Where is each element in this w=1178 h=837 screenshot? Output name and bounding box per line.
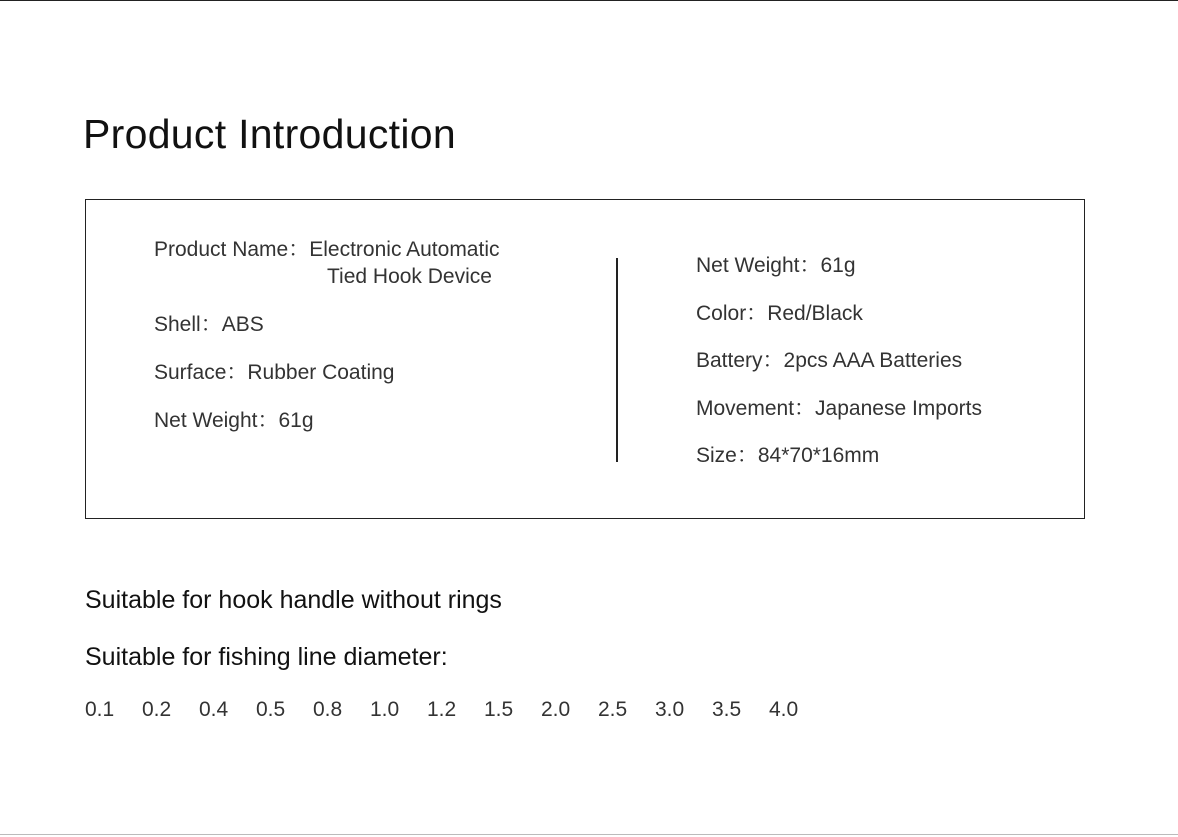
- spec-row-size: [696, 442, 982, 469]
- diameter-value: 0.8: [313, 698, 343, 721]
- page-title: Product Introduction: [83, 111, 456, 157]
- spec-value: Rubber Coating: [247, 361, 395, 384]
- spec-label: Surface：: [154, 361, 248, 384]
- spec-row-battery: [696, 347, 982, 374]
- feature-line-diameter: Suitable for fishing line diameter:: [85, 643, 448, 671]
- spec-column-right: [696, 252, 982, 490]
- diameter-value: 2.5: [598, 698, 628, 721]
- spec-value: 61g: [820, 254, 856, 277]
- top-border: [0, 0, 1178, 1]
- spec-row-surface: [154, 359, 500, 386]
- spec-value: Electronic Automatic: [309, 238, 500, 261]
- diameter-list: [85, 698, 826, 722]
- column-divider: [616, 258, 618, 462]
- diameter-value: 0.2: [142, 698, 172, 721]
- spec-row-movement: [696, 395, 982, 422]
- spec-value: 61g: [278, 409, 314, 432]
- spec-row-product-name: [154, 236, 500, 290]
- spec-row-shell: [154, 311, 500, 338]
- spec-label: Size：: [696, 444, 758, 467]
- diameter-value: 1.2: [427, 698, 457, 721]
- spec-value: ABS: [221, 313, 264, 336]
- spec-value: 84*70*16mm: [757, 444, 880, 467]
- spec-box: [85, 199, 1085, 519]
- spec-label: Net Weight：: [154, 409, 279, 432]
- spec-row-net-weight: [154, 407, 500, 434]
- diameter-value: 2.0: [541, 698, 571, 721]
- spec-label: Product Name：: [154, 238, 310, 261]
- spec-value: Japanese Imports: [815, 396, 982, 420]
- spec-column-left: [154, 236, 500, 455]
- diameter-value: 0.4: [199, 698, 229, 721]
- diameter-value: 1.5: [484, 698, 514, 721]
- spec-value: 2pcs AAA Batteries: [783, 349, 963, 372]
- spec-label: Net Weight：: [696, 254, 821, 277]
- spec-row-net-weight: [696, 252, 982, 279]
- spec-row-color: [696, 300, 982, 327]
- spec-value-continued: Tied Hook Device: [327, 265, 492, 288]
- diameter-value: 3.0: [655, 698, 685, 721]
- diameter-value: 0.1: [85, 698, 115, 721]
- spec-value: Red/Black: [767, 301, 863, 325]
- diameter-value: 0.5: [256, 698, 286, 721]
- feature-hook-handle: Suitable for hook handle without rings: [85, 586, 502, 614]
- diameter-value: 3.5: [712, 698, 742, 721]
- spec-label: Shell：: [154, 313, 222, 336]
- spec-label: Battery：: [696, 349, 784, 372]
- bottom-border: [0, 834, 1178, 835]
- spec-label: Movement：: [696, 396, 816, 420]
- diameter-value: 1.0: [370, 698, 400, 721]
- diameter-value: 4.0: [769, 698, 799, 721]
- spec-label: Color：: [696, 301, 768, 325]
